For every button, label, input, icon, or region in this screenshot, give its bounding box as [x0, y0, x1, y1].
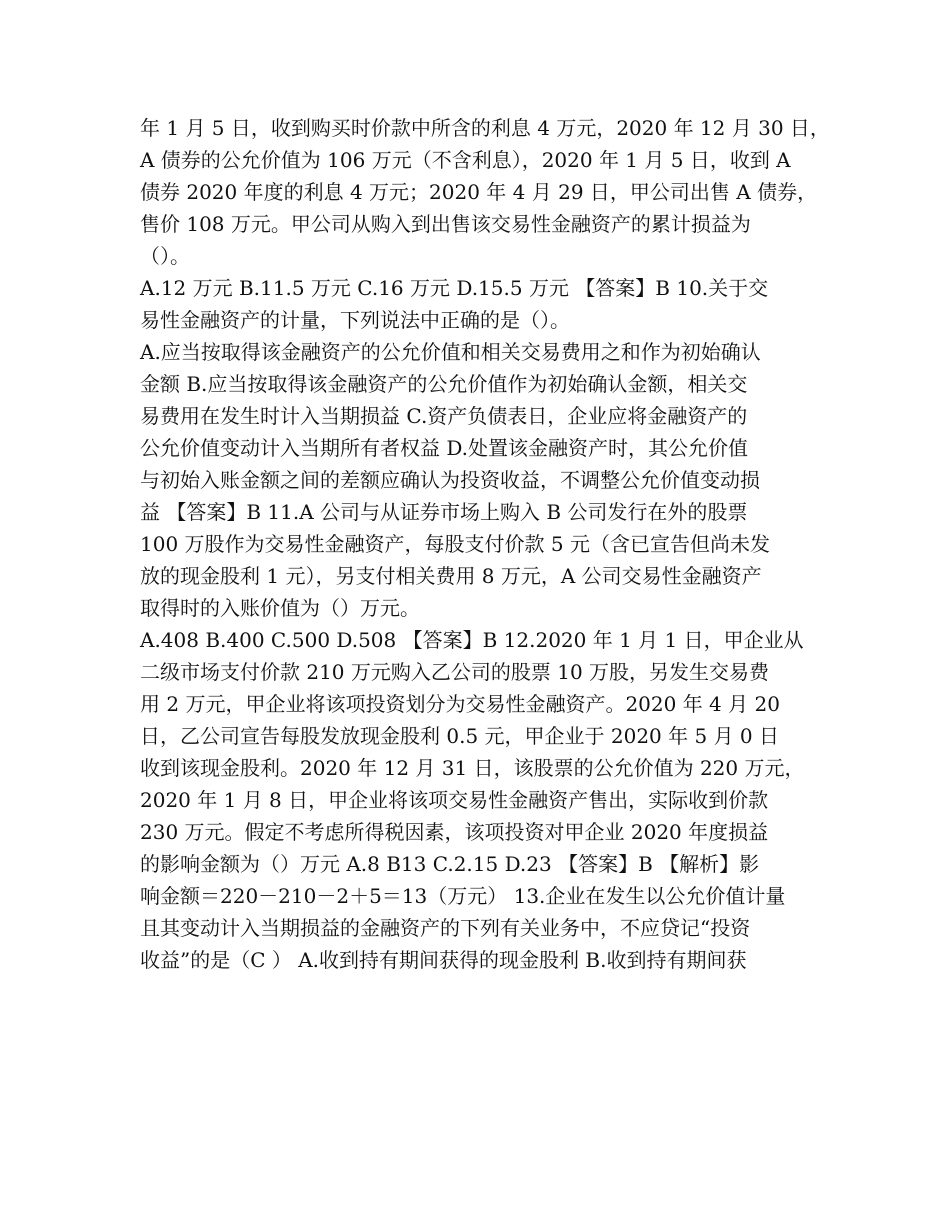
text-line: A.应当按取得该金融资产的公允价值和相关交易费用之和作为初始确认 [140, 340, 761, 364]
text-line: 日，乙公司宣告每股发放现金股利 0.5 元，甲企业于 2020 年 5 月 0 日 [140, 724, 780, 748]
text-line: 售价 108 万元。甲公司从购入到出售该交易性金融资产的累计损益为 [140, 212, 751, 236]
text-line: 易性金融资产的计量，下列说法中正确的是（）。 [140, 308, 570, 332]
text-line: 放的现金股利 1 元），另支付相关费用 8 万元，A 公司交易性金融资产 [140, 564, 762, 588]
text-line: 与初始入账金额之间的差额应确认为投资收益，不调整公允价值变动损 [140, 468, 760, 492]
text-line: 且其变动计入当期损益的金融资产的下列有关业务中，不应贷记“投资 [140, 916, 751, 940]
text-line: 100 万股作为交易性金融资产，每股支付价款 5 元（含已宣告但尚未发 [140, 532, 770, 556]
text-line: 债券 2020 年度的利息 4 万元；2020 年 4 月 29 日，甲公司出售 A 债券， [140, 180, 818, 204]
text-line: 的影响金额为（）万元 A.8 B13 C.2.15 D.23 【答案】B 【解析】影 [140, 852, 760, 876]
text-line: 2020 年 1 月 8 日，甲企业将该项交易性金融资产售出，实际收到价款 [140, 788, 769, 812]
text-line: 收益”的是（C ） A.收到持有期间获得的现金股利 B.收到持有期间获 [140, 948, 747, 972]
text-line: 易费用在发生时计入当期损益 C.资产负债表日，企业应将金融资产的 [140, 404, 748, 428]
text-line: A.408 B.400 C.500 D.508 【答案】B 12.2020 年 1 月 1 日，甲企业从 [140, 628, 804, 652]
text-line: 230 万元。假定不考虑所得税因素，该项投资对甲企业 2020 年度损益 [140, 820, 769, 844]
text-line: （）。 [140, 244, 190, 268]
text-line: 用 2 万元，甲企业将该项投资划分为交易性金融资产。2020 年 4 月 20 [140, 692, 780, 716]
document-body [140, 112, 830, 976]
text-line: 取得时的入账价值为（）万元。 [140, 596, 420, 620]
text-line: 收到该现金股利。2020 年 12 月 31 日，该股票的公允价值为 220 万元， [140, 756, 805, 780]
text-line: 公允价值变动计入当期所有者权益 D.处置该金融资产时，其公允价值 [140, 436, 749, 460]
text-line: 响金额＝220－210－2＋5＝13（万元） 13.企业在发生以公允价值计量 [140, 884, 786, 908]
text-line: A.12 万元 B.11.5 万元 C.16 万元 D.15.5 万元 【答案】B 10.关于交 [140, 276, 769, 300]
text-line: A 债券的公允价值为 106 万元（不含利息），2020 年 1 月 5 日，收到 A [140, 148, 791, 172]
text-line: 年 1 月 5 日，收到购买时价款中所含的利息 4 万元，2020 年 12 月 30 日， [140, 116, 830, 140]
text-line: 二级市场支付价款 210 万元购入乙公司的股票 10 万股，另发生交易费 [140, 660, 770, 684]
text-line: 金额 B.应当按取得该金融资产的公允价值作为初始确认金额，相关交 [140, 372, 748, 396]
text-line: 益 【答案】B 11.A 公司与从证券市场上购入 B 公司发行在外的股票 [140, 500, 748, 524]
